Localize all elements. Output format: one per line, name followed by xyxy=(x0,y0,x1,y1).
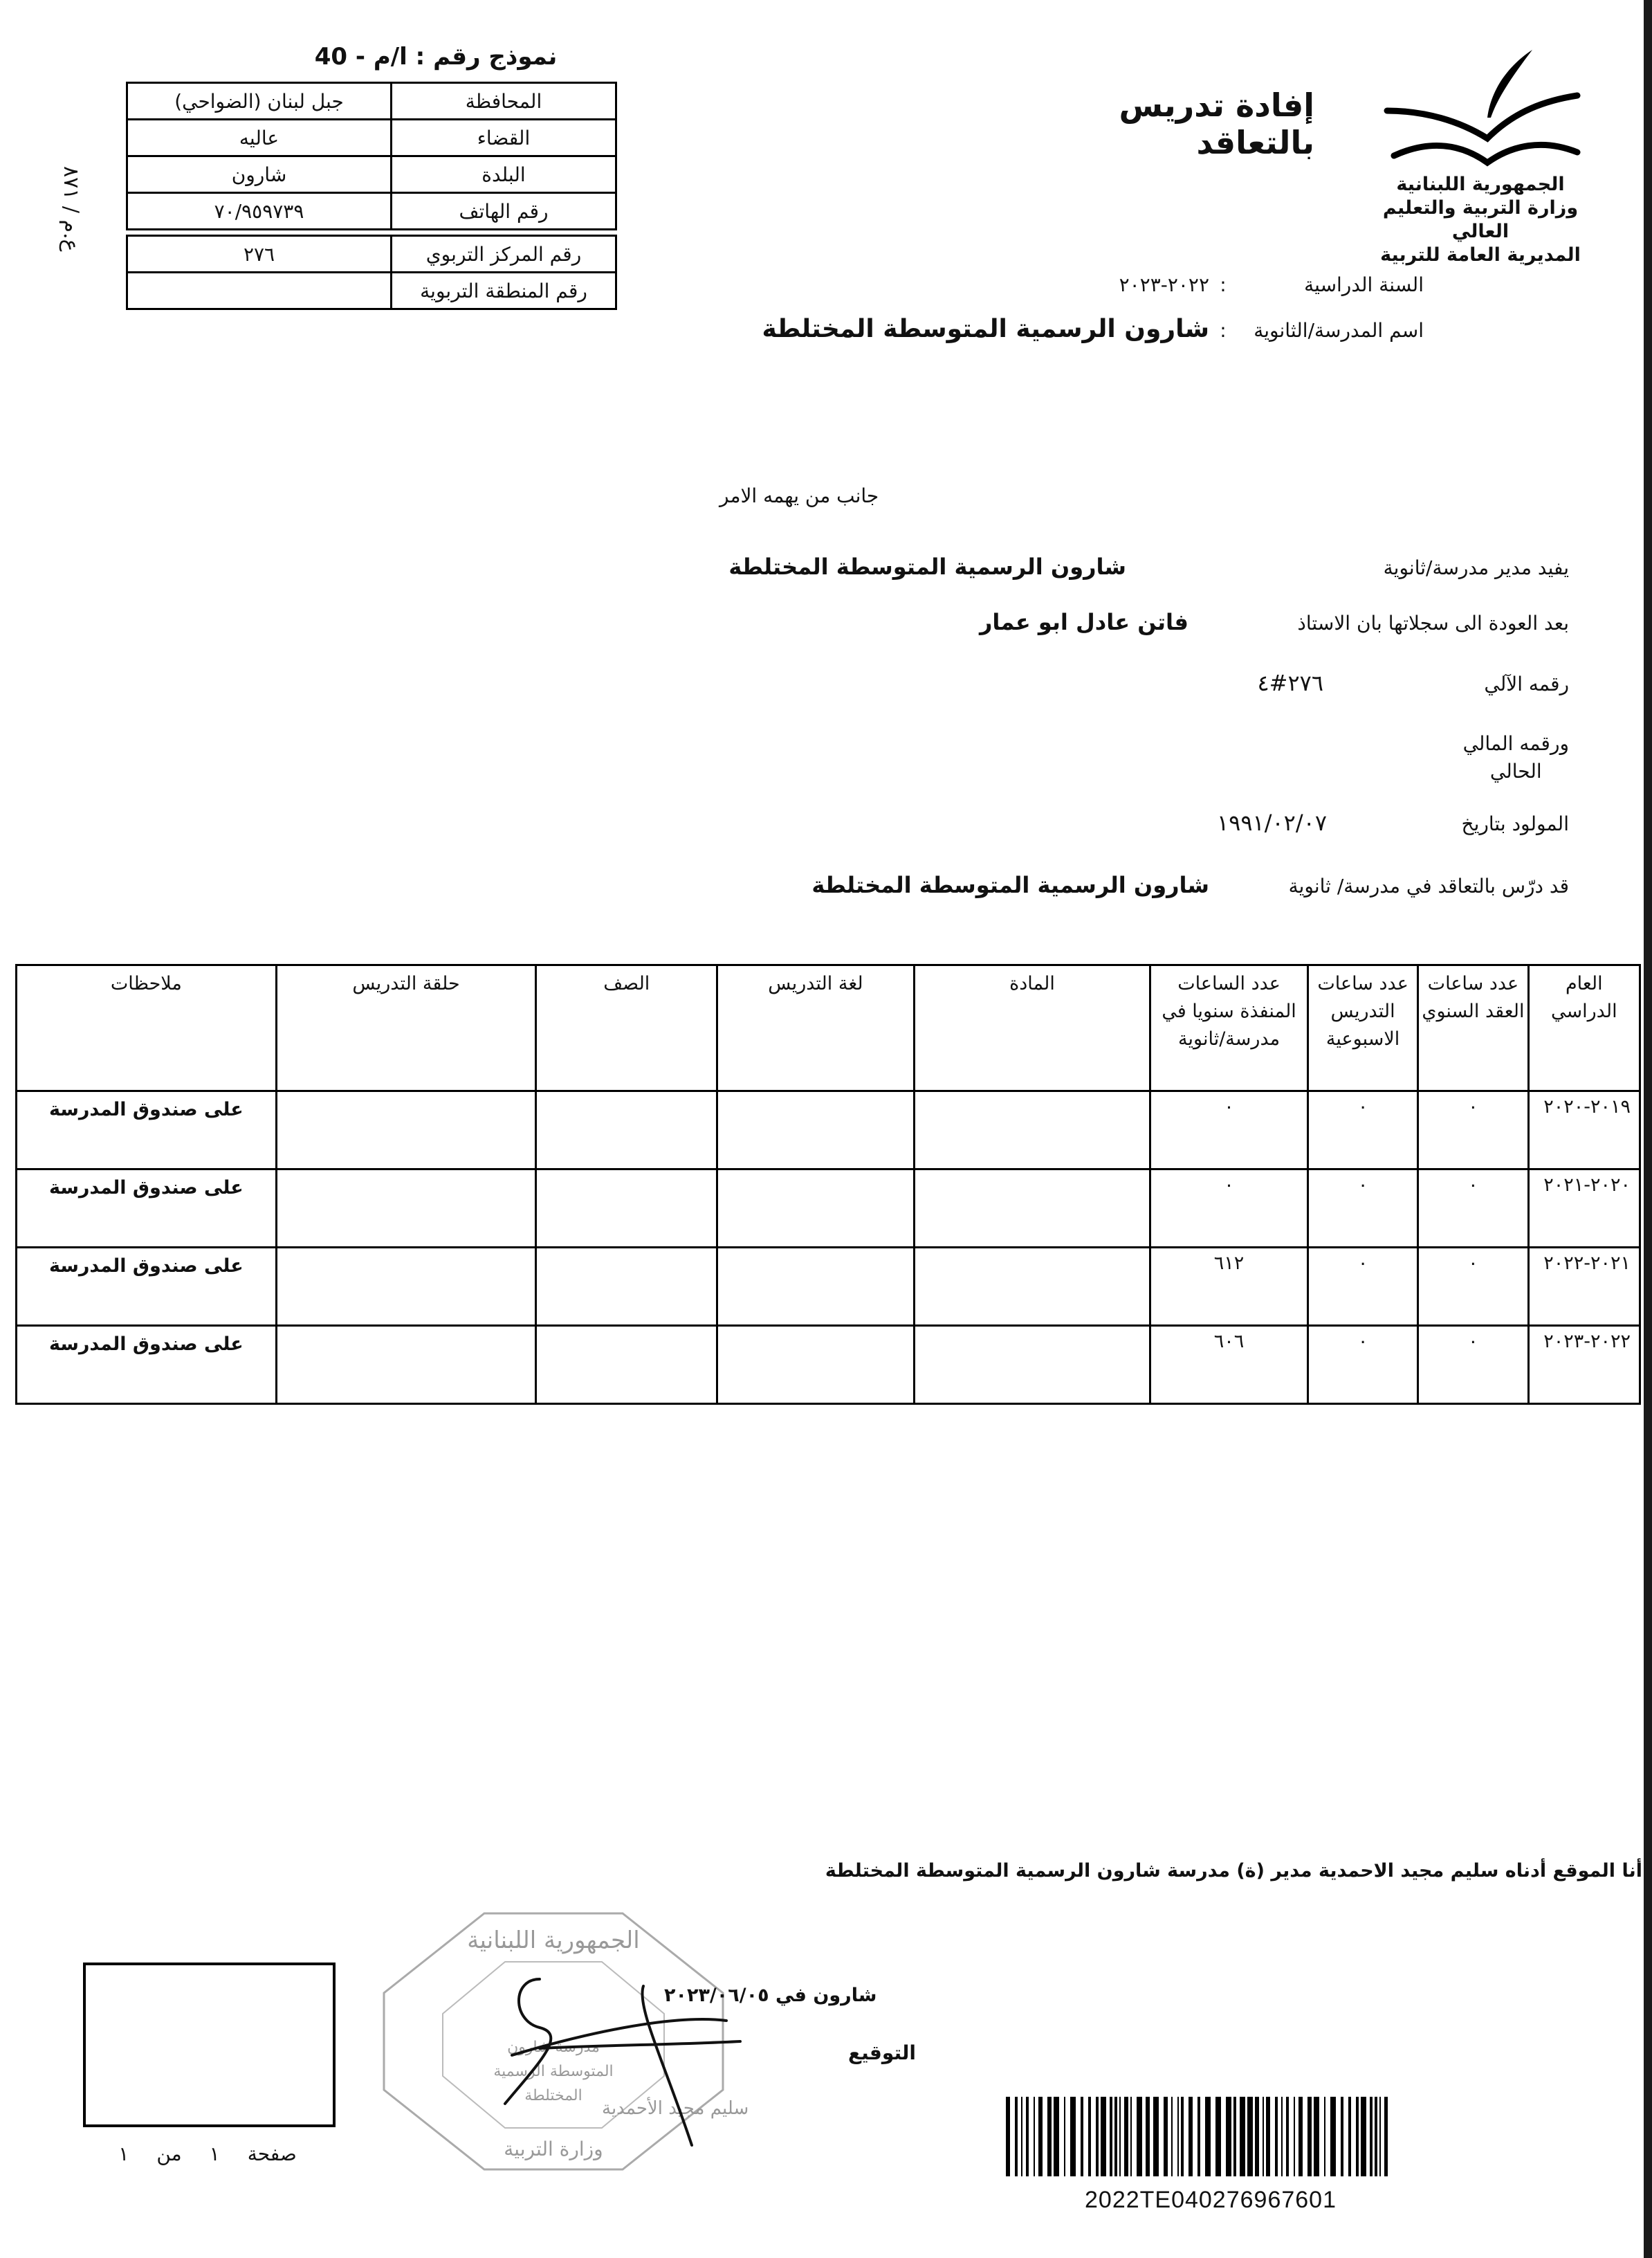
cell-contract-hours: ٠ xyxy=(1418,1326,1528,1404)
barcode-bar xyxy=(1330,2097,1336,2176)
cell-contract-hours: ٠ xyxy=(1418,1248,1528,1326)
cell-grade xyxy=(536,1169,717,1248)
barcode-bar xyxy=(1034,2097,1035,2176)
financial-number-line xyxy=(1431,730,1569,785)
barcode-bar xyxy=(1054,2097,1059,2176)
cell-language xyxy=(717,1326,915,1404)
taught-at-label: قد درّس بالتعاقد في مدرسة/ ثانوية xyxy=(1288,875,1569,898)
cell-year: ٢٠١٩-٢٠٢٠ xyxy=(1528,1091,1640,1169)
barcode-bar xyxy=(1286,2097,1289,2176)
barcode-bar xyxy=(1047,2097,1052,2176)
cell-weekly-hours: ٠ xyxy=(1307,1326,1417,1404)
barcode-bar xyxy=(1064,2097,1065,2176)
cell-weekly-hours: ٠ xyxy=(1307,1248,1417,1326)
col-header-executed-hours: عدد الساعات المنفذة سنويا في مدرسة/ثانوية xyxy=(1150,965,1308,1091)
page-label: صفحة xyxy=(247,2142,297,2165)
cell-executed-hours: ٠ xyxy=(1150,1091,1308,1169)
info-row-region-number xyxy=(127,273,616,309)
barcode-bar xyxy=(1130,2097,1132,2176)
handwritten-note: ع.م / ٨٧١ xyxy=(59,166,83,252)
info-label: البلدة xyxy=(392,156,616,193)
page-number xyxy=(104,2142,311,2165)
barcode-bar xyxy=(1263,2097,1264,2176)
barcode-icon xyxy=(1003,2097,1391,2176)
barcode-bar xyxy=(1370,2097,1373,2176)
teaching-hours-table xyxy=(15,964,1641,1405)
colon: : xyxy=(1220,273,1227,296)
barcode-bar xyxy=(1255,2097,1259,2176)
stamp-text: الجمهورية اللبنانية xyxy=(467,1927,640,1954)
principal-label: يفيد مدير مدرسة/ثانوية xyxy=(1383,556,1569,579)
birth-date-line xyxy=(1217,810,1569,836)
barcode-bar xyxy=(1341,2097,1343,2176)
academic-year xyxy=(1119,273,1424,296)
info-value: عاليه xyxy=(127,120,392,156)
barcode-bar xyxy=(1233,2097,1236,2176)
logo-text xyxy=(1356,173,1605,267)
cell-weekly-hours: ٠ xyxy=(1307,1169,1417,1248)
cell-notes: على صندوق المدرسة xyxy=(17,1326,277,1404)
barcode-bar xyxy=(1088,2097,1091,2176)
cell-language xyxy=(717,1248,915,1326)
barcode-bar xyxy=(1226,2097,1231,2176)
barcode-bar xyxy=(1348,2097,1351,2176)
academic-year-label: السنة الدراسية xyxy=(1304,273,1424,296)
academic-year-value: ٢٠٢٢-٢٠٢٣ xyxy=(1119,273,1209,296)
barcode-bar xyxy=(1081,2097,1083,2176)
table-row xyxy=(17,1091,1640,1169)
declaration: أنا الموقع أدناه سليم مجيد الاحمدية مدير (ة) مدرسة شارون الرسمية المتوسطة المختلطة xyxy=(825,1860,1642,1882)
barcode-bar xyxy=(1119,2097,1121,2176)
info-value xyxy=(127,273,392,309)
barcode-number: 2022TE040276967601 xyxy=(1085,2187,1337,2213)
school-name xyxy=(762,315,1424,343)
barcode-bar xyxy=(1137,2097,1142,2176)
col-header-grade: الصف xyxy=(536,965,717,1091)
info-row-district xyxy=(127,120,616,156)
barcode-bar xyxy=(1070,2097,1076,2176)
cell-grade xyxy=(536,1248,717,1326)
barcode-bar xyxy=(1038,2097,1043,2176)
barcode-bar xyxy=(1375,2097,1377,2176)
barcode-bar xyxy=(1247,2097,1253,2176)
teacher-label: بعد العودة الى سجلاتها بان الاستاذ xyxy=(1297,612,1569,635)
cell-subject xyxy=(914,1091,1150,1169)
info-row-town xyxy=(127,156,616,193)
info-label: رقم المركز التربوي xyxy=(392,236,616,273)
col-header-language: لغة التدريس xyxy=(717,965,915,1091)
info-label: رقم المنطقة التربوية xyxy=(392,273,616,309)
stamp-text: مدرسة شارون xyxy=(507,2039,600,2056)
ministry-logo-icon xyxy=(1377,42,1591,166)
info-gap xyxy=(127,230,616,236)
info-label: القضاء xyxy=(392,120,616,156)
logo-line: المديرية العامة للتربية xyxy=(1380,244,1581,266)
barcode-bar xyxy=(1384,2097,1388,2176)
page-current: ١ xyxy=(209,2142,220,2165)
barcode-bar xyxy=(1281,2097,1283,2176)
barcode-bar xyxy=(1114,2097,1117,2176)
logo-line: الجمهورية اللبنانية xyxy=(1396,174,1565,195)
cell-executed-hours: ٠ xyxy=(1150,1169,1308,1248)
stamp-text: وزارة التربية xyxy=(504,2138,603,2160)
barcode-bar xyxy=(1153,2097,1159,2176)
barcode-bar xyxy=(1177,2097,1179,2176)
barcode-bar xyxy=(1164,2097,1168,2176)
principal-school: شارون الرسمية المتوسطة المختلطة xyxy=(728,554,1126,580)
cell-executed-hours: ٦١٢ xyxy=(1150,1248,1308,1326)
table-row xyxy=(17,1248,1640,1326)
cell-year: ٢٠٢١-٢٠٢٢ xyxy=(1528,1248,1640,1326)
auto-number-value: ٢٧٦#٤ xyxy=(1257,670,1323,696)
birth-date-value: ١٩٩١/٠٢/٠٧ xyxy=(1216,810,1327,836)
blank-box xyxy=(83,1963,336,2127)
barcode-bar xyxy=(1015,2097,1018,2176)
barcode-bar xyxy=(1146,2097,1150,2176)
auto-number-label: رقمه الآلي xyxy=(1484,673,1569,695)
barcode-bar xyxy=(1101,2097,1106,2176)
info-value: ٢٧٦ xyxy=(127,236,392,273)
barcode-bar xyxy=(1307,2097,1312,2176)
col-header-notes: ملاحظات xyxy=(17,965,277,1091)
logo-book-top xyxy=(1387,95,1577,138)
barcode-bar xyxy=(1110,2097,1112,2176)
info-row-phone xyxy=(127,193,616,230)
place-date: شارون في ٢٠٢٣/٠٦/٠٥ xyxy=(664,1985,877,2006)
barcode-bar xyxy=(1171,2097,1173,2176)
cell-language xyxy=(717,1169,915,1248)
cell-contract-hours: ٠ xyxy=(1418,1091,1528,1169)
table-header-row xyxy=(17,965,1640,1091)
barcode-bar xyxy=(1298,2097,1303,2176)
cell-subject xyxy=(914,1248,1150,1326)
info-row-center-number xyxy=(127,236,616,273)
financial-number-label-b: الحالي xyxy=(1489,760,1542,783)
barcode-bar xyxy=(1124,2097,1128,2176)
cell-language xyxy=(717,1091,915,1169)
barcode-bar xyxy=(1197,2097,1200,2176)
info-box xyxy=(126,82,617,310)
barcode-bar xyxy=(1205,2097,1211,2176)
col-header-contract-hours: عدد ساعات العقد السنوي xyxy=(1418,965,1528,1091)
scan-edge xyxy=(1644,0,1652,2258)
cell-executed-hours: ٦٠٦ xyxy=(1150,1326,1308,1404)
cell-contract-hours: ٠ xyxy=(1418,1169,1528,1248)
birth-date-label: المولود بتاريخ xyxy=(1461,812,1569,835)
info-value: شارون xyxy=(127,156,392,193)
cell-year: ٢٠٢٢-٢٠٢٣ xyxy=(1528,1326,1640,1404)
info-row-governorate xyxy=(127,83,616,120)
barcode-bar xyxy=(1379,2097,1381,2176)
barcode-bar xyxy=(1021,2097,1022,2176)
barcode-bar xyxy=(1314,2097,1319,2176)
barcode-bar xyxy=(1324,2097,1325,2176)
stamp-signer: سليم مجيد الأحمدية xyxy=(602,2098,749,2119)
cell-cycle xyxy=(276,1248,536,1326)
barcode-bar xyxy=(1006,2097,1010,2176)
cell-cycle xyxy=(276,1326,536,1404)
barcode-bar xyxy=(1188,2097,1193,2176)
barcode-bar xyxy=(1215,2097,1221,2176)
colon: : xyxy=(1220,319,1227,342)
barcode-bar xyxy=(1096,2097,1099,2176)
cell-weekly-hours: ٠ xyxy=(1307,1091,1417,1169)
school-value: شارون الرسمية المتوسطة المختلطة xyxy=(762,315,1209,343)
cell-notes: على صندوق المدرسة xyxy=(17,1248,277,1326)
teacher-name: فاتن عادل ابو عمار xyxy=(979,609,1188,635)
col-header-weekly-hours: عدد ساعات التدريس الاسبوعية xyxy=(1307,965,1417,1091)
cell-subject xyxy=(914,1169,1150,1248)
info-value: جبل لبنان (الضواحي) xyxy=(127,83,392,120)
financial-number-label xyxy=(1463,730,1569,785)
logo-line: وزارة التربية والتعليم العالي xyxy=(1382,197,1579,242)
taught-at-school: شارون الرسمية المتوسطة المختلطة xyxy=(811,872,1209,898)
barcode-bar xyxy=(1266,2097,1270,2176)
col-header-year: العام الدراسي xyxy=(1528,965,1640,1091)
teacher-line xyxy=(980,609,1569,635)
school-label: اسم المدرسة/الثانوية xyxy=(1254,319,1424,342)
col-header-subject: المادة xyxy=(914,965,1150,1091)
logo-book-bottom xyxy=(1394,145,1577,163)
page-of: من xyxy=(156,2142,182,2165)
col-header-cycle: حلقة التدريس xyxy=(276,965,536,1091)
document-title: إفادة تدريس بالتعاقد xyxy=(1119,87,1314,161)
barcode-bar xyxy=(1026,2097,1029,2176)
auto-number-line xyxy=(1257,670,1569,696)
principal-line xyxy=(728,554,1569,580)
cell-notes: على صندوق المدرسة xyxy=(17,1091,277,1169)
financial-number-label-a: ورقمه المالي xyxy=(1462,732,1569,755)
barcode-bar xyxy=(1240,2097,1245,2176)
salutation: جانب من يهمه الامر xyxy=(719,484,879,507)
info-value: ٧٠/٩٥٩٧٣٩ xyxy=(127,193,392,230)
barcode-bar xyxy=(1275,2097,1278,2176)
cell-year: ٢٠٢٠-٢٠٢١ xyxy=(1528,1169,1640,1248)
page-total: ١ xyxy=(118,2142,129,2165)
cell-notes: على صندوق المدرسة xyxy=(17,1169,277,1248)
stamp-text: المتوسطة الرسمية xyxy=(493,2063,614,2080)
info-label: رقم الهاتف xyxy=(392,193,616,230)
signature-label: التوقيع xyxy=(848,2041,916,2064)
stamp-text: المختلطة xyxy=(524,2087,582,2104)
info-label: المحافظة xyxy=(392,83,616,120)
cell-grade xyxy=(536,1091,717,1169)
table-row xyxy=(17,1169,1640,1248)
barcode-bar xyxy=(1181,2097,1184,2176)
barcode-bar xyxy=(1294,2097,1295,2176)
form-number: نموذج رقم : ا/م - 40 xyxy=(314,43,558,71)
barcode-bar xyxy=(1356,2097,1359,2176)
barcode-bar xyxy=(1361,2097,1366,2176)
cell-cycle xyxy=(276,1091,536,1169)
cell-subject xyxy=(914,1326,1150,1404)
taught-at-line xyxy=(811,872,1569,898)
cell-cycle xyxy=(276,1169,536,1248)
table-row xyxy=(17,1326,1640,1404)
cell-grade xyxy=(536,1326,717,1404)
